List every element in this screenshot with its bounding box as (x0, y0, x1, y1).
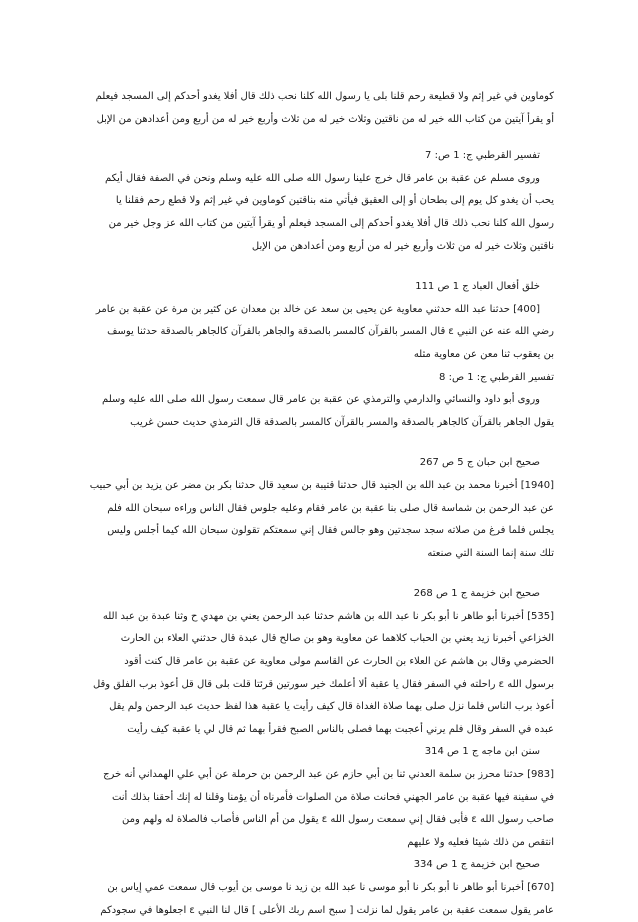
text-line: رسول الله كلنا نحب ذلك قال أفلا يغدو أحدكم إلى المسجد فيعلم أو يقرأ آيتين من كتاب الله عز وجل خير من (108, 217, 554, 229)
source-heading: تفسير القرطبي ج: 1 ص: 8 (439, 371, 554, 383)
text-line: صاحب رسول الله ε فأبى فقال إني سمعت رسول الله ε يقول من أم الناس فأصاب فالصلاة له ولهم ومن (121, 814, 554, 826)
text-line: يحب أن يغدو كل يوم إلى بطحان أو إلى العقيق فيأتي منه بناقتين كوماوين في غير إثم ولا قطع رحم فقلنا يا (115, 195, 554, 207)
text-line: يقول الجاهر بالقرآن كالجاهر بالصدقة والمسر بالقرآن كالمسر بالصدقة قال الترمذي حديث حسن غريب (130, 416, 554, 428)
text-line: وروى أبو داود والنسائي والدارمي والترمذي عن عقبة بن عامر قال سمعت رسول الله صلى الله عليه وسلم (102, 394, 540, 406)
text-line: ناقتين وثلاث خير له من ثلاث وأربع خير له من أربع ومن أعدادهن من الإبل (251, 240, 554, 252)
text-line: عبده في السفر وقال فلم يرني أعجبت بهما فصلى بالناس الصبح فقرأ بهما ثم قال لي يا عقبة كيف رأيت (127, 723, 554, 735)
source-heading: صحيح ابن حبان ج 5 ص 267 (419, 457, 540, 469)
text-line: برسول الله ε راحلته في السفر فقال يا عقبة ألا أعلمك خير سورتين قرئتا قلت بلى قال قل أعوذ برب الفلق وقل (92, 678, 554, 690)
text-line: بن يعقوب ثنا معن عن معاوية مثله (413, 348, 554, 360)
text-line: [400] حدثنا عبد الله حدثني معاوية عن يحيى بن سعد عن خالد بن معدان عن كثير بن مرة عن عقبة بن عامر (95, 303, 540, 315)
source-heading: خلق أفعال العباد ج 1 ص 111 (415, 281, 540, 293)
text-line: انتقص من ذلك شيئا فعليه ولا عليهم (407, 836, 554, 848)
paragraph-3 (82, 276, 554, 366)
paragraph-6 (82, 583, 554, 741)
text-line: [1940] أخبرنا محمد بن عبد الله بن الجنيد قال حدثنا قتيبة بن سعيد قال حدثنا بكر بن مضر عن يزيد بن أبي حبيب (89, 479, 554, 491)
paragraph-2 (82, 145, 554, 258)
paragraph-4 (82, 367, 554, 435)
text-line: تلك سنة إنما السنة التي صنعته (427, 547, 554, 559)
text-line: في سفينة فيها عقبة بن عامر الجهني فحانت صلاة من الصلوات فأمرناه أن يؤمنا وقلنا له إنك أحقنا بذلك أنت (111, 791, 554, 803)
source-heading: صحيح ابن خزيمة ج 1 ص 268 (413, 588, 540, 600)
text-line: الحضرمي وقال بن هاشم عن العلاء بن الحارث عن القاسم مولى معاوية عن عقبة بن عامر قال كنت أقود (124, 656, 554, 668)
text-line: [983] حدثنا محرز بن سلمة العدني ثنا بن أبي حازم عن عبد الرحمن بن حرملة عن أبي علي الهمداني أنه خرج (103, 769, 554, 781)
paragraph-7 (82, 741, 554, 854)
text-line: عن عبد الرحمن بن شماسة قال صلى بنا عقبة بن عامر فقام وعليه جلوس فقال الناس وراءه سبحان الله فلم (107, 502, 554, 514)
text-line: عامر يقول سمعت عقبة بن عامر يقول لما نزلت [ سبح اسم ربك الأعلى ] قال لنا النبي ε اجعلوها في سجودكم (100, 904, 554, 916)
text-line: يجلس فلما فرغ من صلاته سجد سجدتين وهو جالس فقال إني سمعتكم تقولون سبحان الله كيما أجلس وليس (107, 525, 554, 537)
text-line: وروى مسلم عن عقبة بن عامر قال خرج علينا رسول الله صلى الله عليه وسلم ونحن في الصفة فقال أيكم (104, 172, 540, 184)
paragraph-5 (82, 452, 554, 565)
document-page (82, 86, 554, 922)
text-line: أعوذ برب الناس فلما نزل صلى بهما صلاة الغداة قال كيف رأيت يا عقبة هذا لفظ حديث عبد الرحمن ولم يقل (109, 701, 554, 713)
text-line: [535] أخبرنا أبو طاهر نا أبو بكر نا عبد الله بن هاشم حدثنا عبد الرحمن يعني بن مهدي ح وثنا عبدة بن عبد الله (102, 610, 554, 622)
text-line: كوماوين في غير إثم ولا قطيعة رحم قلنا بلى يا رسول الله كلنا نحب ذلك قال أفلا يغدو أحدكم إلى المسجد فيعلم (95, 91, 554, 102)
text-line: رضي الله عنه عن النبي ε قال المسر بالقرآن كالمسر بالصدقة والجاهر بالقرآن كالجاهر بالصدقة حدثنا يوسف (107, 326, 554, 338)
source-heading: تفسير القرطبي ج: 1 ص: 7 (425, 150, 540, 162)
text-line: أو يقرأ آيتين من كتاب الله خير له من ناقتين وثلاث خير له من ثلاث وأربع خير له من أربع ومن أعدادهن من الإبل (96, 113, 554, 125)
source-heading: صحيح ابن خزيمة ج 1 ص 334 (413, 859, 540, 871)
source-heading: سنن ابن ماجه ج 1 ص 314 (424, 746, 540, 758)
paragraph-8 (82, 854, 554, 922)
text-line: الخزاعي أخبرنا زيد يعني بن الحباب كلاهما عن معاوية وهو بن صالح قال عبدة قال حدثني العلاء بن الحارث (120, 633, 554, 645)
paragraph-1 (82, 86, 554, 131)
text-line: [670] أخبرنا أبو طاهر نا أبو بكر نا أبو موسى نا عبد الله بن زيد نا موسى بن أيوب قال سمعت عمي إياس بن (107, 882, 554, 893)
